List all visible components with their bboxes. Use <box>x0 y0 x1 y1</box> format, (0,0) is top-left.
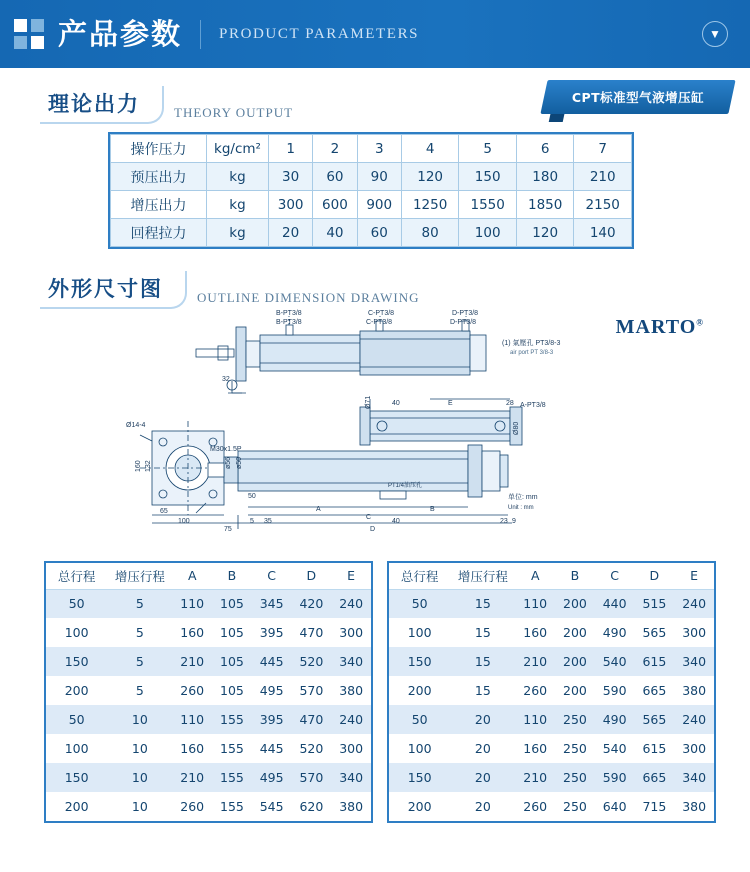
cell: 200 <box>64 683 89 698</box>
cell: 110 <box>180 596 205 612</box>
svg-text:Ø71: Ø71 <box>365 395 372 409</box>
col-header: B <box>555 563 595 589</box>
cell: 4 <box>401 135 459 163</box>
cell: 300 <box>339 625 364 640</box>
spec-table-right <box>387 561 716 823</box>
table-row <box>389 618 714 647</box>
header-title-cn: 产品参数 <box>58 20 201 49</box>
col-header: C <box>252 563 292 589</box>
cell: 200 <box>407 799 432 814</box>
row-unit: kg <box>207 219 269 247</box>
cell: 260 <box>523 683 548 698</box>
cell: 150 <box>459 163 517 191</box>
cell: 5 <box>135 625 144 640</box>
table-header-row <box>46 563 371 589</box>
cell: 210 <box>523 770 548 785</box>
cell: 100 <box>64 741 89 756</box>
section-title-cn: 外形尺寸图 <box>40 271 187 309</box>
cell: 80 <box>401 219 459 247</box>
cell: 340 <box>682 654 707 669</box>
table-row <box>46 705 371 734</box>
cell: 590 <box>602 683 627 698</box>
cell: 250 <box>563 770 587 785</box>
cell: 200 <box>407 683 432 698</box>
svg-text:160: 160 <box>135 460 142 472</box>
table-row <box>46 792 371 821</box>
cell: 715 <box>642 799 667 814</box>
outline-dimension-drawing <box>0 310 750 547</box>
cell: 520 <box>299 741 324 756</box>
cell: 380 <box>682 683 707 698</box>
cell: 900 <box>357 191 401 219</box>
cell: 20 <box>474 799 491 814</box>
section-title-en: THEORY OUTPUT <box>174 105 294 120</box>
cell: 160 <box>523 741 548 756</box>
table-row <box>111 163 632 191</box>
cell: 210 <box>180 770 205 785</box>
cell: 445 <box>259 654 284 669</box>
cell: 200 <box>64 799 89 814</box>
svg-text:40: 40 <box>392 400 400 407</box>
section-title-outline-dimension <box>40 271 750 309</box>
cell: 565 <box>642 625 667 640</box>
label-d-port: D-PT3/8 <box>452 310 479 317</box>
cell: 620 <box>299 799 324 814</box>
cell: 10 <box>131 741 148 756</box>
header-title-en: PRODUCT PARAMETERS <box>219 25 420 42</box>
svg-text:B-PT3/8: B-PT3/8 <box>276 319 302 326</box>
svg-text:5: 5 <box>250 518 254 525</box>
svg-text:air port PT 3/8-3: air port PT 3/8-3 <box>510 350 554 356</box>
table-row <box>389 676 714 705</box>
col-header: E <box>674 563 714 589</box>
cell: 50 <box>411 596 428 612</box>
cell: 105 <box>220 683 244 698</box>
cell: 395 <box>259 625 284 640</box>
col-header: A <box>172 563 212 589</box>
cell: 100 <box>407 625 432 640</box>
col-header: B <box>212 563 252 589</box>
table-row <box>46 647 371 676</box>
cell: 2 <box>313 135 357 163</box>
cell: 570 <box>299 683 324 698</box>
table-row <box>46 734 371 763</box>
row-label: 增压出力 <box>111 191 207 219</box>
svg-text:Ø14-4: Ø14-4 <box>126 422 146 429</box>
table-row <box>111 135 632 163</box>
cell: 250 <box>563 712 587 727</box>
cell: 15 <box>474 654 491 669</box>
row-label: 预压出力 <box>111 163 207 191</box>
svg-text:单位: mm: 单位: mm <box>508 494 538 501</box>
cell: 380 <box>339 683 364 698</box>
cell: 665 <box>642 770 667 785</box>
cell: 540 <box>602 654 627 669</box>
svg-text:50: 50 <box>248 493 256 500</box>
svg-text:75: 75 <box>224 526 232 533</box>
row-label: 回程拉力 <box>111 219 207 247</box>
cell: 50 <box>68 712 85 727</box>
table-row <box>111 191 632 219</box>
specification-tables <box>44 561 716 823</box>
section-title-cn: 理论出力 <box>40 86 164 124</box>
svg-text:100: 100 <box>178 518 190 525</box>
cell: 15 <box>474 625 491 640</box>
svg-text:ø50: ø50 <box>236 456 243 469</box>
cell: 20 <box>474 712 491 727</box>
theory-output-table <box>108 132 634 249</box>
cell: 1250 <box>401 191 459 219</box>
table-row <box>389 589 714 618</box>
svg-text:65: 65 <box>160 508 168 515</box>
cell: 250 <box>563 799 587 814</box>
svg-text:Unit : mm: Unit : mm <box>508 505 534 511</box>
cell: 260 <box>180 799 205 814</box>
cell: 540 <box>602 741 627 756</box>
cell: 3 <box>357 135 401 163</box>
col-header: 总行程 <box>389 563 450 589</box>
cell: 100 <box>407 741 432 756</box>
cell: 30 <box>269 163 313 191</box>
col-header: C <box>595 563 635 589</box>
cell: 240 <box>682 712 707 727</box>
cell: 5 <box>459 135 517 163</box>
cell: 240 <box>682 596 707 612</box>
svg-text:M30x1.5P: M30x1.5P <box>210 446 242 453</box>
cell: 120 <box>516 219 574 247</box>
svg-text:B: B <box>430 506 435 513</box>
table-row <box>46 589 371 618</box>
cell: 105 <box>220 596 244 612</box>
cell: 570 <box>299 770 324 785</box>
svg-text:C-PT3/8: C-PT3/8 <box>366 319 393 326</box>
svg-text:E: E <box>448 400 453 407</box>
table-row <box>46 676 371 705</box>
cell: 15 <box>474 683 491 698</box>
cell: 420 <box>299 596 324 612</box>
cell: 300 <box>269 191 313 219</box>
cell: 495 <box>259 770 284 785</box>
cell: 345 <box>259 596 284 612</box>
cell: 150 <box>64 654 89 669</box>
cell: 120 <box>401 163 459 191</box>
page-header <box>0 0 750 68</box>
cell: 40 <box>313 219 357 247</box>
cell: 20 <box>474 770 491 785</box>
cell: 250 <box>563 741 587 756</box>
cell: 60 <box>313 163 357 191</box>
svg-text:D-PT3/8: D-PT3/8 <box>450 319 477 326</box>
cell: 380 <box>339 799 364 814</box>
cell: 590 <box>602 770 627 785</box>
cell: 1850 <box>516 191 574 219</box>
svg-text:D: D <box>370 526 376 533</box>
svg-text:9: 9 <box>512 518 516 525</box>
brand-name: MARTO <box>615 316 697 338</box>
cell: 240 <box>339 712 364 727</box>
cell: 200 <box>563 683 587 698</box>
cell: 200 <box>563 596 587 612</box>
svg-text:C: C <box>366 514 372 521</box>
cell: 110 <box>180 712 205 727</box>
cell: 210 <box>574 163 632 191</box>
svg-text:23: 23 <box>500 518 508 525</box>
cell: 105 <box>220 625 244 640</box>
cell: 200 <box>563 654 587 669</box>
ribbon-label: CPT标准型气液增压缸 <box>571 90 705 105</box>
cell: 200 <box>563 625 587 640</box>
cell: 155 <box>220 770 244 785</box>
table-row <box>389 647 714 676</box>
col-header: E <box>331 563 371 589</box>
spec-table-left <box>44 561 373 823</box>
chevron-down-glyph: ▼ <box>709 27 721 41</box>
cell: 5 <box>135 596 144 612</box>
cell: 600 <box>313 191 357 219</box>
row-label: 操作压力 <box>111 135 207 163</box>
table-row <box>389 792 714 821</box>
cell: 160 <box>180 625 205 640</box>
cell: 5 <box>135 683 144 698</box>
cell: 615 <box>642 741 667 756</box>
cell: 100 <box>459 219 517 247</box>
col-header: 增压行程 <box>107 563 172 589</box>
cell: 490 <box>602 712 627 727</box>
cell: 150 <box>407 770 432 785</box>
cell: 240 <box>339 596 364 612</box>
cell: 340 <box>339 770 364 785</box>
svg-text:32: 32 <box>222 376 230 383</box>
table-row <box>46 618 371 647</box>
cell: 160 <box>180 741 205 756</box>
cell: 20 <box>269 219 313 247</box>
cell: 150 <box>64 770 89 785</box>
table-row <box>389 734 714 763</box>
cell: 50 <box>411 712 428 727</box>
cell: 300 <box>339 741 364 756</box>
cell: 110 <box>523 596 548 612</box>
cell: 180 <box>516 163 574 191</box>
cell: 470 <box>299 712 324 727</box>
cell: 340 <box>339 654 364 669</box>
cell: 210 <box>180 654 205 669</box>
cell: 395 <box>259 712 284 727</box>
cell: 545 <box>259 799 284 814</box>
logo-squares-icon <box>14 19 44 49</box>
cell: 300 <box>682 741 707 756</box>
col-header: 增压行程 <box>450 563 515 589</box>
cell: 440 <box>602 596 627 612</box>
cell: 105 <box>220 654 244 669</box>
cell: 470 <box>299 625 324 640</box>
cell: 445 <box>259 741 284 756</box>
cell: 10 <box>131 770 148 785</box>
cell: 110 <box>523 712 548 727</box>
cell: 260 <box>523 799 548 814</box>
label-b-port: B-PT3/8 <box>276 310 302 317</box>
table-row <box>389 763 714 792</box>
table-row <box>111 219 632 247</box>
cell: 260 <box>180 683 205 698</box>
cell: 5 <box>135 654 144 669</box>
cell: 380 <box>682 799 707 814</box>
chevron-down-icon[interactable] <box>702 21 728 47</box>
cell: 160 <box>523 625 548 640</box>
cell: 7 <box>574 135 632 163</box>
col-header: D <box>292 563 332 589</box>
svg-text:Ø80: Ø80 <box>513 421 520 435</box>
section-title-theory-output <box>40 86 750 124</box>
cell: 2150 <box>574 191 632 219</box>
table-row <box>389 705 714 734</box>
cell: 150 <box>407 654 432 669</box>
cell: 15 <box>474 596 491 612</box>
cell: 140 <box>574 219 632 247</box>
cell: 10 <box>131 712 148 727</box>
label-c-port: C-PT3/8 <box>368 310 395 317</box>
svg-text:PT1/4油压孔: PT1/4油压孔 <box>388 483 423 489</box>
cell: 210 <box>523 654 548 669</box>
cell: 520 <box>299 654 324 669</box>
svg-text:35: 35 <box>264 518 272 525</box>
cell: 490 <box>602 625 627 640</box>
cell: 155 <box>220 741 244 756</box>
svg-text:28: 28 <box>506 400 514 407</box>
col-header: A <box>515 563 555 589</box>
cell: 565 <box>642 712 667 727</box>
row-unit: kg <box>207 191 269 219</box>
cell: 50 <box>68 596 85 612</box>
cell: 10 <box>131 799 148 814</box>
cell: 615 <box>642 654 667 669</box>
cell: 60 <box>357 219 401 247</box>
cell: 1 <box>269 135 313 163</box>
cell: 90 <box>357 163 401 191</box>
col-header: 总行程 <box>46 563 107 589</box>
row-unit: kg/cm² <box>207 135 269 163</box>
cell: 515 <box>642 596 667 612</box>
cell: 495 <box>259 683 284 698</box>
cell: 665 <box>642 683 667 698</box>
cell: 155 <box>220 799 244 814</box>
brand-mark: ® <box>696 317 704 328</box>
section-title-en: OUTLINE DIMENSION DRAWING <box>197 290 420 305</box>
table-header-row <box>389 563 714 589</box>
svg-text:40: 40 <box>392 518 400 525</box>
svg-text:A-PT3/8: A-PT3/8 <box>520 402 546 409</box>
cell: 155 <box>220 712 244 727</box>
cell: 300 <box>682 625 707 640</box>
cell: 20 <box>474 741 491 756</box>
svg-text:132: 132 <box>145 460 152 472</box>
col-header: D <box>635 563 675 589</box>
svg-text:(1) 氣壓孔 PT3/8-3: (1) 氣壓孔 PT3/8-3 <box>502 340 561 347</box>
cell: 340 <box>682 770 707 785</box>
cell: 100 <box>64 625 89 640</box>
svg-text:A: A <box>316 506 321 513</box>
cell: 6 <box>516 135 574 163</box>
cell: 640 <box>602 799 627 814</box>
row-unit: kg <box>207 163 269 191</box>
table-row <box>46 763 371 792</box>
svg-text:ø56: ø56 <box>225 456 232 469</box>
cell: 1550 <box>459 191 517 219</box>
